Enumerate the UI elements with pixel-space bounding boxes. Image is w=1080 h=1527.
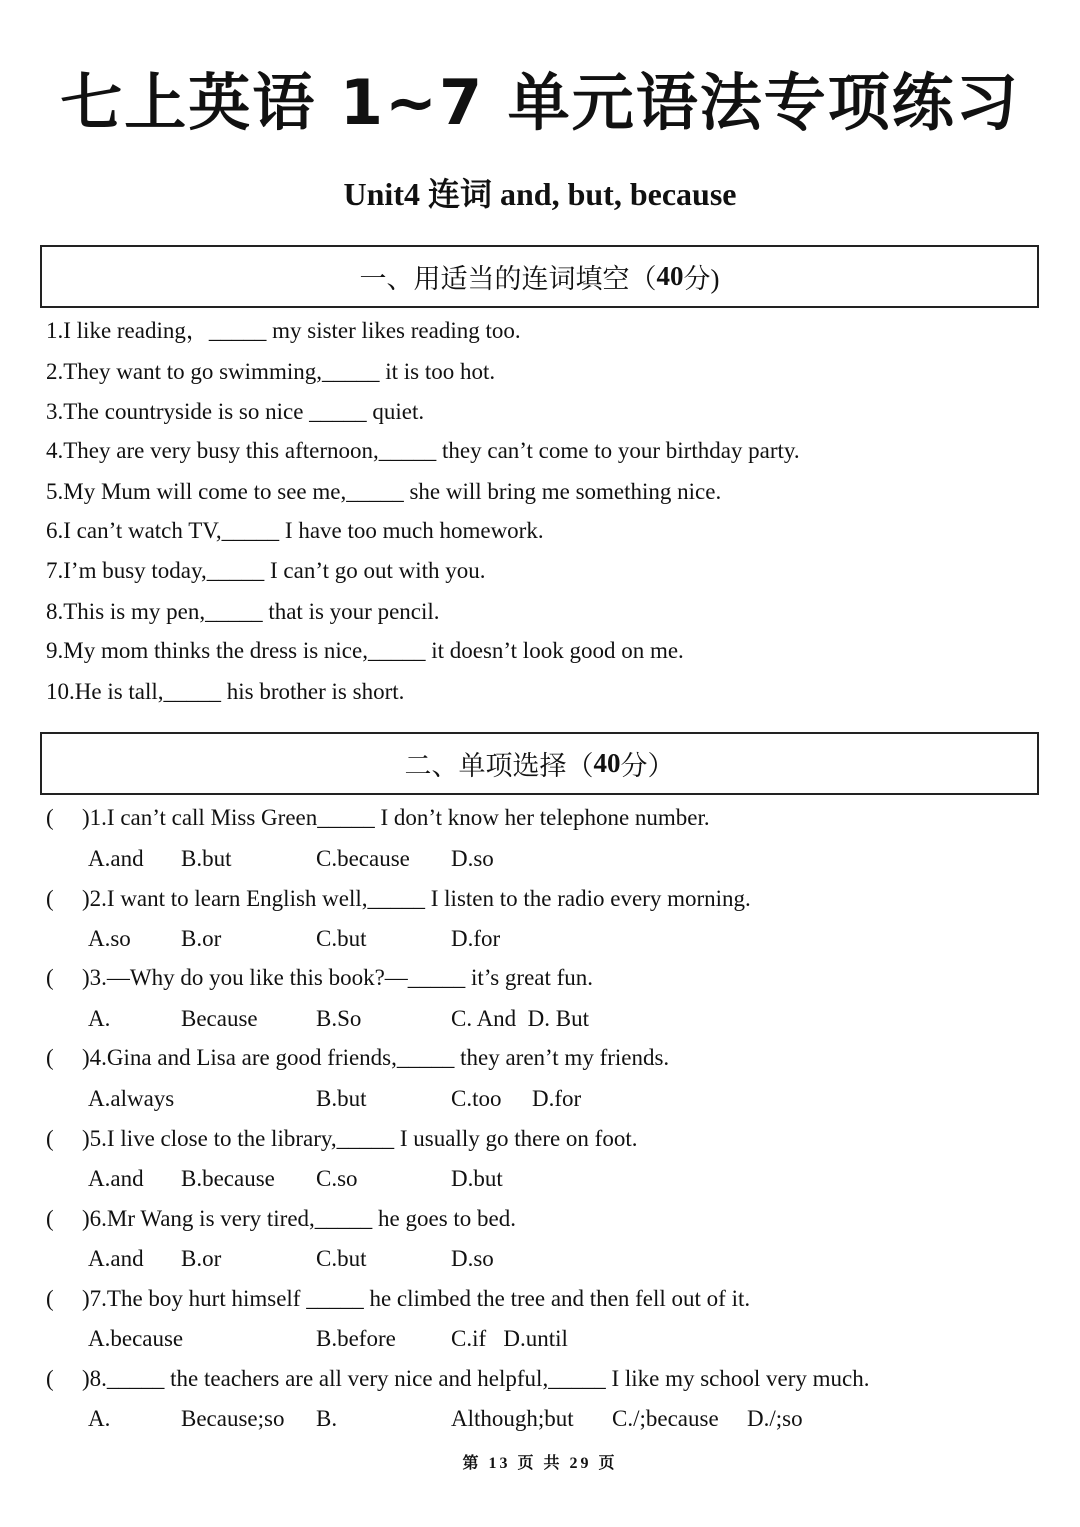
answer-paren: (	[46, 886, 54, 911]
fill-item-5: 5.My Mum will come to see me,_____ she will bring me something nice.	[46, 479, 722, 504]
option: A.and	[88, 1166, 144, 1191]
page-total: 29	[569, 1455, 592, 1472]
answer-paren: (	[46, 1126, 54, 1151]
option: C.so	[316, 1166, 358, 1191]
fill-item-1: 1.I like reading，_____ my sister likes reading too.	[46, 318, 521, 343]
option: D.for	[532, 1086, 582, 1111]
option: A.always	[88, 1086, 175, 1111]
option: A.because	[88, 1326, 184, 1351]
question-text: )4.Gina and Lisa are good friends,_____ they aren’t my friends.	[82, 1045, 670, 1070]
section1-suffix: 分)	[683, 264, 720, 294]
fill-item-8: 8.This is my pen,_____ that is your pencil.	[46, 599, 440, 624]
option: C.if D.until	[451, 1326, 568, 1351]
answer-paren: (	[46, 1286, 54, 1311]
option: C./;because	[612, 1406, 719, 1431]
choice-question-2	[46, 884, 751, 914]
choice-question-3	[46, 963, 593, 993]
page-number: 13	[488, 1455, 511, 1472]
fill-item-7: 7.I’m busy today,_____ I can’t go out with you.	[46, 558, 486, 583]
option: D.but	[451, 1166, 503, 1191]
option: B.before	[316, 1326, 396, 1351]
section2-label: 二、单项选择（	[404, 751, 594, 781]
option: C.but	[316, 926, 367, 951]
option: B.because	[181, 1166, 275, 1191]
option: B.So	[316, 1006, 362, 1031]
option: A.so	[88, 926, 131, 951]
choice-question-4	[46, 1043, 669, 1073]
question-text: )2.I want to learn English well,_____ I listen to the radio every morning.	[82, 886, 751, 911]
answer-paren: (	[46, 1045, 54, 1070]
option: Because	[181, 1006, 258, 1031]
fill-item-2: 2.They want to go swimming,_____ it is too hot.	[46, 359, 496, 384]
document-title: 七上英语 1~7 单元语法专项练习	[60, 66, 1020, 139]
page-mid: 页 共	[517, 1455, 563, 1472]
answer-paren: (	[46, 1206, 54, 1231]
fill-item-9: 9.My mom thinks the dress is nice,_____ it doesn’t look good on me.	[46, 638, 684, 663]
fill-item-10: 10.He is tall,_____ his brother is short.	[46, 679, 405, 704]
choice-question-1	[46, 803, 710, 833]
question-text: )3.—Why do you like this book?—_____ it’s great fun.	[82, 965, 594, 990]
choice-question-7	[46, 1284, 750, 1314]
section2-suffix: 分）	[620, 751, 675, 781]
section2-header	[40, 732, 1039, 795]
question-text: )7.The boy hurt himself _____ he climbed the tree and then fell out of it.	[82, 1286, 751, 1311]
choice-question-6	[46, 1204, 516, 1234]
option: C. And D. But	[451, 1006, 590, 1031]
option: D.so	[451, 846, 494, 871]
option: D.so	[451, 1246, 494, 1271]
option: A.	[88, 1406, 111, 1431]
section2-score: 40	[593, 748, 621, 778]
page-footer	[0, 1450, 1080, 1473]
option: C.too	[451, 1086, 502, 1111]
option: B.or	[181, 1246, 222, 1271]
option: A.and	[88, 1246, 144, 1271]
option: Although;but	[451, 1406, 574, 1431]
section1-header	[40, 245, 1039, 308]
fill-item-3: 3.The countryside is so nice _____ quiet.	[46, 399, 425, 424]
choice-question-5	[46, 1124, 637, 1154]
option: D./;so	[747, 1406, 803, 1431]
choice-question-8	[46, 1364, 870, 1394]
question-text: )8._____ the teachers are all very nice and helpful,_____ I like my school very much.	[82, 1366, 870, 1391]
option: A.	[88, 1006, 111, 1031]
option: B.	[316, 1406, 338, 1431]
section1-label: 一、用适当的连词填空（	[359, 264, 657, 294]
page-prefix: 第	[462, 1455, 482, 1472]
answer-paren: (	[46, 965, 54, 990]
option: B.but	[316, 1086, 367, 1111]
option: C.but	[316, 1246, 367, 1271]
question-text: )6.Mr Wang is very tired,_____ he goes to bed.	[82, 1206, 517, 1231]
option: D.for	[451, 926, 501, 951]
option: C.because	[316, 846, 410, 871]
option: B.or	[181, 926, 222, 951]
answer-paren: (	[46, 805, 54, 830]
answer-paren: (	[46, 1366, 54, 1391]
option: A.and	[88, 846, 144, 871]
fill-item-4: 4.They are very busy this afternoon,_____ they can’t come to your birthday party.	[46, 438, 800, 463]
unit-subtitle: Unit4 连词 and, but, because	[343, 176, 737, 212]
page-suffix: 页	[598, 1455, 618, 1472]
option: Because;so	[181, 1406, 285, 1431]
question-text: )1.I can’t call Miss Green_____ I don’t know her telephone number.	[82, 805, 710, 830]
option: B.but	[181, 846, 232, 871]
question-text: )5.I live close to the library,_____ I usually go there on foot.	[82, 1126, 638, 1151]
fill-item-6: 6.I can’t watch TV,_____ I have too much homework.	[46, 518, 544, 543]
section1-score: 40	[656, 261, 684, 291]
